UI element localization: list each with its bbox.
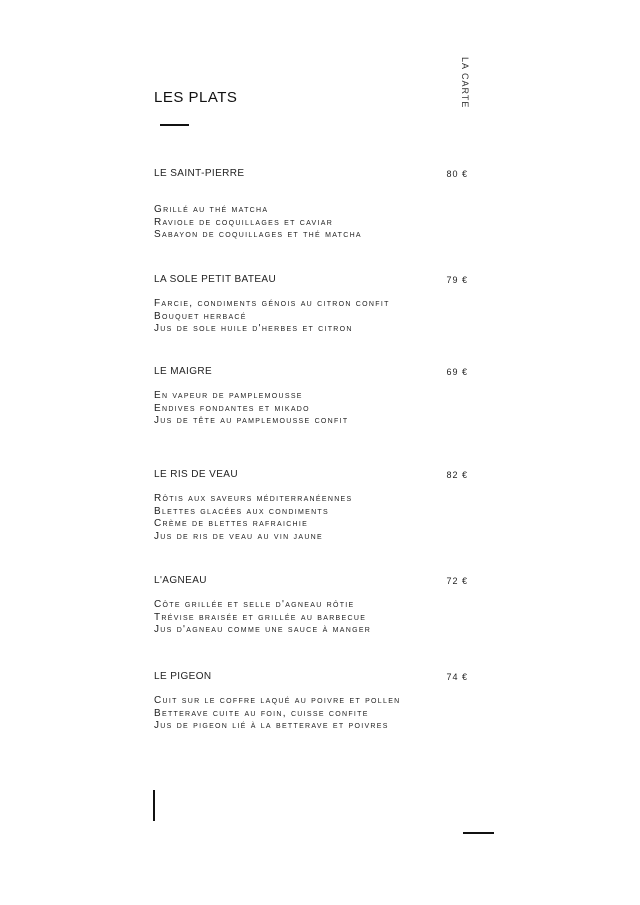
title-underline: [160, 124, 189, 126]
dish: [154, 575, 468, 637]
dish: [154, 168, 468, 242]
dish-line: Jus de sole huile d'herbes et citron: [154, 323, 353, 334]
dish-line: Jus de ris de veau au vin jaune: [154, 530, 323, 542]
dish-line: Endives fondantes et mikado: [154, 402, 310, 414]
dish-name: L'AGNEAU: [154, 575, 207, 586]
page-title: LES PLATS: [154, 89, 238, 106]
dish-price: 69 €: [446, 367, 468, 377]
dish-line: Côte grillée et selle d'agneau rôtie: [154, 599, 355, 610]
dish-line: Trévise braisée et grillée au barbecue: [154, 611, 367, 623]
dish-line: Jus de tête au pamplemousse confit: [154, 415, 349, 426]
dish-line: Jus de pigeon lié à la betterave et poivres: [154, 720, 389, 731]
dish-price: 74 €: [446, 672, 468, 682]
dish-name: LE SAINT-PIERRE: [154, 168, 245, 179]
dish-line: Raviole de coquillages et caviar: [154, 216, 334, 228]
dish-line: Jus d'agneau comme une sauce à manger: [154, 624, 372, 635]
dish-line: En vapeur de pamplemousse: [154, 390, 303, 401]
dish-price: 72 €: [446, 576, 468, 586]
dish-line: Rôtis aux saveurs méditerranéennes: [154, 493, 353, 504]
dish-line: Bouquet herbacé: [154, 310, 247, 322]
dish-name: LA SOLE PETIT BATEAU: [154, 274, 277, 285]
dish: [154, 366, 468, 428]
dish: [154, 469, 468, 543]
dish-name: LE MAIGRE: [154, 366, 213, 377]
dish-line: Betterave cuite au foin, cuisse confite: [154, 707, 369, 719]
dish-line: Blettes glacées aux condiments: [154, 505, 329, 517]
side-label: LA CARTE: [460, 57, 470, 109]
dish-line: Cuit sur le coffre laqué au poivre et pollen: [154, 695, 401, 706]
decorative-vertical-line: [153, 790, 155, 821]
dish-name: LE PIGEON: [154, 671, 212, 682]
dish-line: Crème de blettes rafraichie: [154, 518, 309, 529]
dish-line: Grillé au thé matcha: [154, 204, 269, 215]
dish: [154, 671, 468, 733]
dish: [154, 274, 468, 336]
decorative-horizontal-line: [463, 832, 494, 834]
dish-line: Farcie, condiments génois au citron confit: [154, 298, 390, 309]
dish-price: 80 €: [446, 169, 468, 179]
dish-line: Sabayon de coquillages et thé matcha: [154, 229, 362, 240]
dish-price: 82 €: [446, 470, 468, 480]
dish-name: LE RIS DE VEAU: [154, 469, 238, 480]
dish-price: 79 €: [446, 275, 468, 285]
